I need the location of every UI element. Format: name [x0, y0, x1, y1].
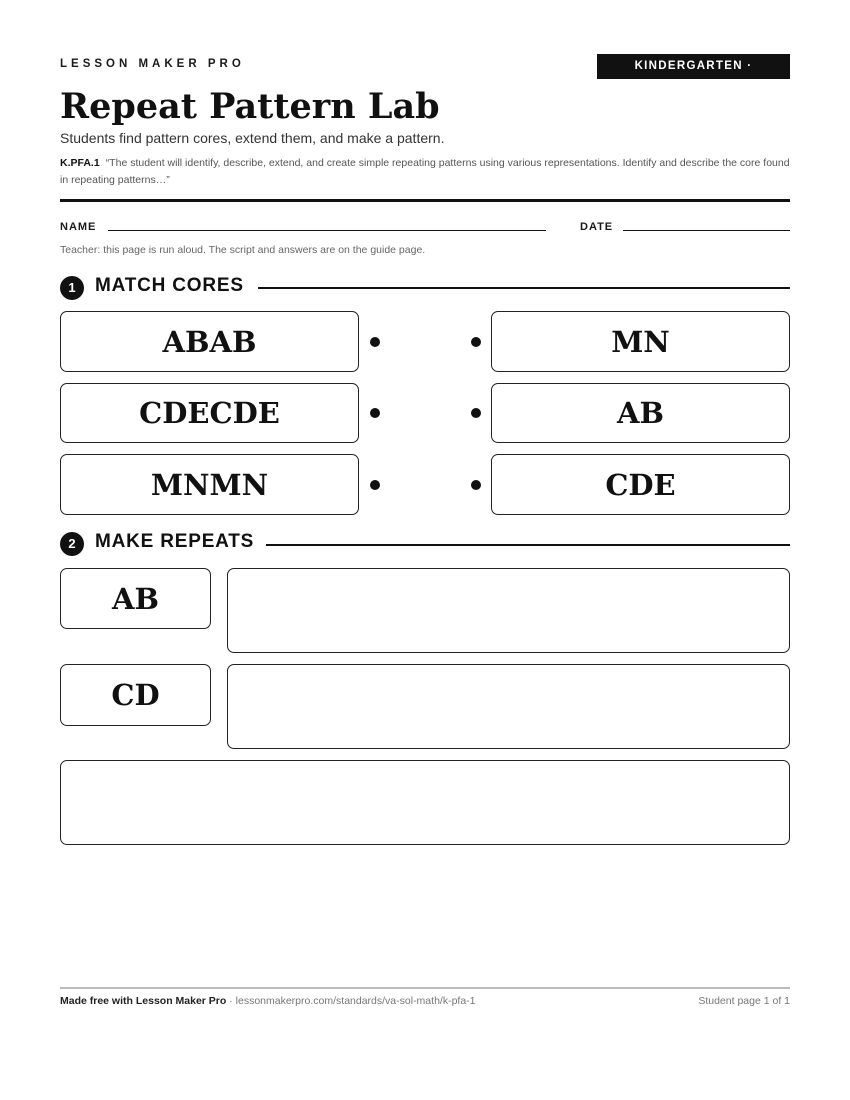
repeat-answer-box[interactable] [227, 664, 790, 749]
core-box: AB [60, 568, 211, 629]
standard-code: K.PFA.1 [60, 157, 100, 169]
name-line[interactable] [108, 230, 546, 231]
match-left-dot[interactable] [370, 480, 380, 490]
section-2-rule [266, 544, 790, 546]
page-subtitle: Students find pattern cores, extend them, and make a pattern. [60, 130, 445, 146]
standard-description [60, 155, 790, 189]
match-right-dot[interactable] [471, 480, 481, 490]
match-left-item: MNMN [60, 454, 359, 515]
match-left-dot[interactable] [370, 337, 380, 347]
match-right-item: AB [491, 383, 790, 443]
teacher-note: Teacher: this page is run aloud. The script and answers are on the guide page. [60, 244, 426, 256]
footer-separator: · [226, 995, 236, 1007]
page-title: Repeat Pattern Lab [60, 86, 440, 127]
match-left-item: CDECDE [60, 383, 359, 443]
section-2-number: 2 [60, 532, 84, 556]
create-pattern-box[interactable] [60, 760, 790, 845]
footer-credit [60, 995, 476, 1007]
brand-name: LESSON MAKER PRO [60, 58, 245, 70]
section-1-number: 1 [60, 276, 84, 300]
section-1-title: MATCH CORES [95, 275, 244, 296]
standard-text: “The student will identify, describe, extend, and create simple repeating patterns using various representations. Identify and describe the core found in repeating patterns…” [60, 157, 790, 186]
date-line[interactable] [623, 230, 790, 231]
core-box: CD [60, 664, 211, 726]
match-right-item: CDE [491, 454, 790, 515]
footer-divider [60, 987, 790, 989]
footer-maker: Made free with Lesson Maker Pro [60, 995, 227, 1007]
match-right-item: MN [491, 311, 790, 372]
footer-url[interactable]: lessonmakerpro.com/standards/va-sol-math/k-pfa-1 [235, 995, 476, 1007]
section-1-rule [258, 287, 790, 289]
match-right-dot[interactable] [471, 408, 481, 418]
repeat-answer-box[interactable] [227, 568, 790, 653]
match-left-item: ABAB [60, 311, 359, 372]
date-label: DATE [580, 221, 614, 233]
header-divider [60, 199, 790, 202]
footer-page-number: Student page 1 of 1 [698, 995, 790, 1007]
section-2-title: MAKE REPEATS [95, 531, 255, 552]
match-right-dot[interactable] [471, 337, 481, 347]
name-label: NAME [60, 221, 97, 233]
grade-badge: KINDERGARTEN · K.PFA.1 [597, 54, 790, 79]
match-left-dot[interactable] [370, 408, 380, 418]
